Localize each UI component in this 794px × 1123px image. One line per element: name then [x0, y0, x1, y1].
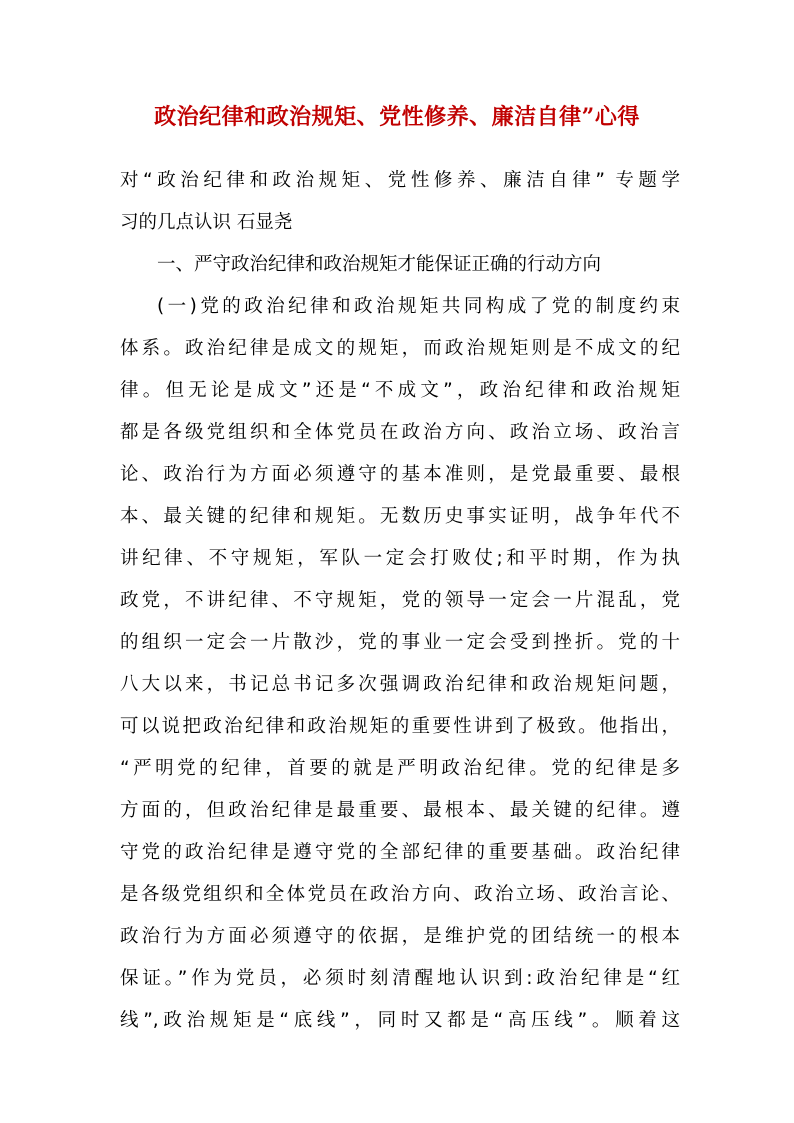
paragraph-line: 是各级党组织和全体党员在政治方向、政治立场、政治言论、: [120, 884, 680, 905]
paragraph-line: 律。但无论是成文”还是“不成文”，政治纪律和政治规矩: [120, 380, 680, 401]
paragraph-line: 的组织一定会一片散沙，党的事业一定会受到挫折。党的十: [120, 632, 680, 653]
paragraph-line: 政党，不讲纪律、不守规矩，党的领导一定会一片混乱，党: [120, 590, 680, 611]
paragraph-line: (一)党的政治纪律和政治规矩共同构成了党的制度约束: [157, 296, 680, 317]
document-body: [120, 160, 680, 1042]
paragraph-line: 讲纪律、不守规矩，军队一定会打败仗;和平时期，作为执: [120, 548, 680, 569]
paragraph-line: 体系。政治纪律是成文的规矩，而政治规矩则是不成文的纪: [120, 338, 680, 359]
paragraph-line: 八大以来，书记总书记多次强调政治纪律和政治规矩问题，: [120, 674, 680, 695]
paragraph-line: 都是各级党组织和全体党员在政治方向、政治立场、政治言: [120, 422, 680, 443]
paragraph-line: 线”,政治规矩是“底线”，同时又都是“高压线”。顺着这: [120, 1010, 680, 1031]
document-title: 政治纪律和政治规矩、党性修养、廉洁自律”心得: [154, 104, 640, 130]
paragraph-line: 方面的，但政治纪律是最重要、最根本、最关键的纪律。遵: [120, 800, 680, 821]
section-heading: 一、严守政治纪律和政治规矩才能保证正确的行动方向: [157, 254, 602, 275]
paragraph-line: 可以说把政治纪律和政治规矩的重要性讲到了极致。他指出，: [120, 716, 680, 737]
paragraph-line: “严明党的纪律，首要的就是严明政治纪律。党的纪律是多: [120, 758, 680, 779]
intro-line: 对“政治纪律和政治规矩、党性修养、廉洁自律” 专题学: [120, 170, 680, 191]
paragraph-line: 保证。”作为党员，必须时刻清醒地认识到:政治纪律是“红: [120, 968, 680, 989]
paragraph-line: 守党的政治纪律是遵守党的全部纪律的重要基础。政治纪律: [120, 842, 680, 863]
paragraph-line: 论、政治行为方面必须遵守的基本准则，是党最重要、最根: [120, 464, 680, 485]
intro-line: 习的几点认识 石显尧: [120, 212, 293, 233]
paragraph-line: 政治行为方面必须遵守的依据，是维护党的团结统一的根本: [120, 926, 680, 947]
paragraph-line: 本、最关键的纪律和规矩。无数历史事实证明，战争年代不: [120, 506, 680, 527]
